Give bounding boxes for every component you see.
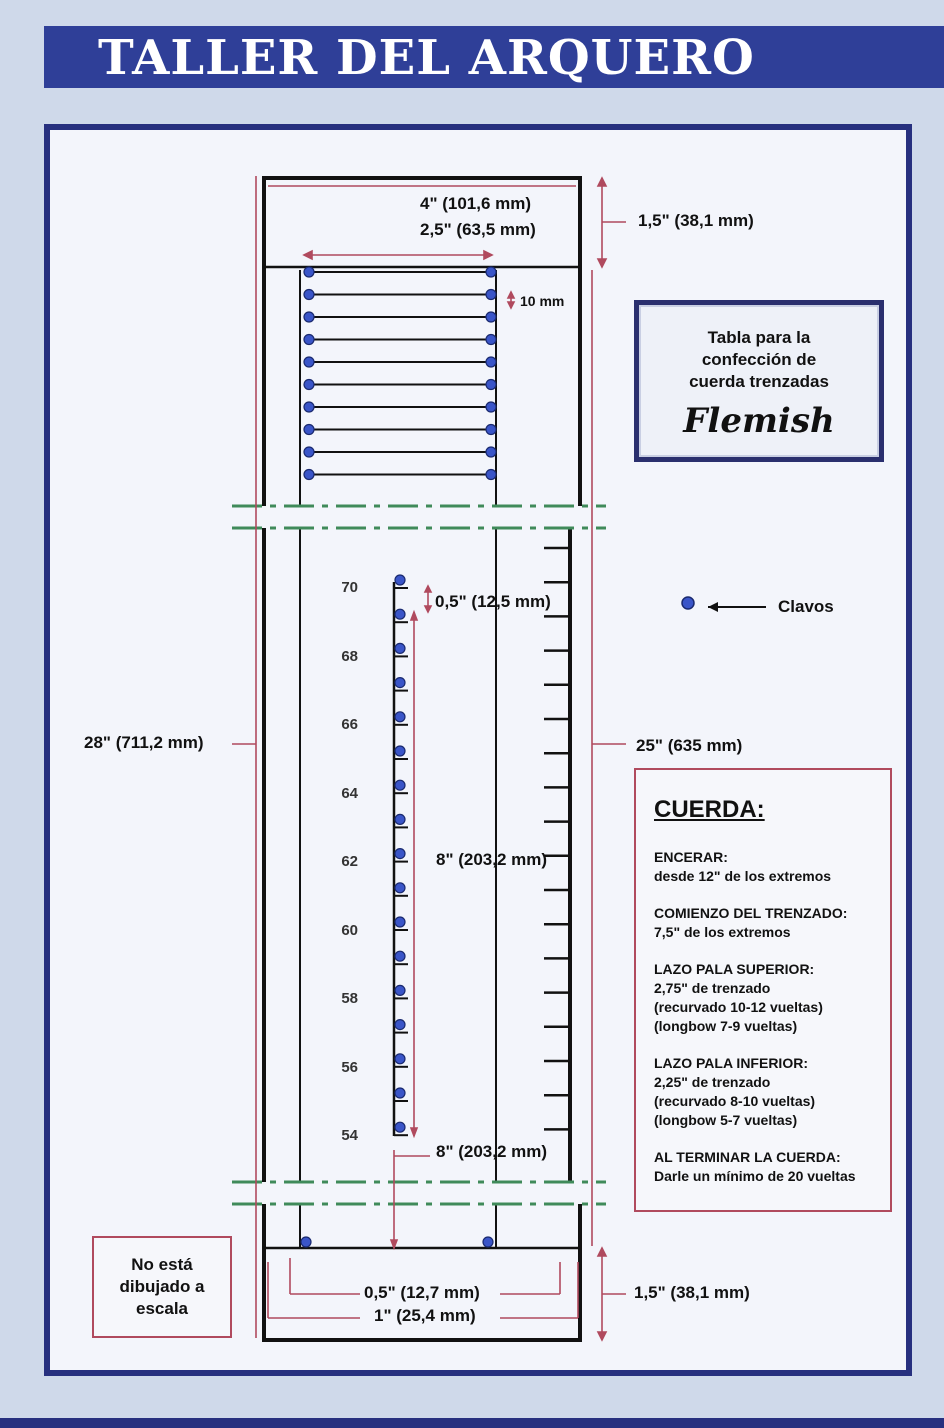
rail-ticks [544,548,570,1129]
note-text [94,1254,230,1320]
eight-inch-label-b: 8" (203,2 mm) [436,1142,548,1161]
scale-number: 58 [341,990,358,1007]
scale-number: 54 [341,1127,358,1144]
ladder-nail [486,312,496,322]
cuerda-line: (recurvado 10-12 vueltas) [654,999,823,1015]
bottom-height-label: 1,5" (38,1 mm) [634,1283,750,1302]
scale-nail [395,643,405,653]
flemish-info-box [634,300,884,462]
scale-number: 62 [341,853,358,870]
cuerda-line: LAZO PALA INFERIOR: [654,1055,808,1071]
ladder-nail [486,335,496,345]
ladder-nail [304,470,314,480]
scale-nail [395,609,405,619]
cuerda-line: 2,75" de trenzado [654,980,771,996]
scale-number: 60 [341,922,358,939]
bottom-half-inch-label: 0,5" (12,7 mm) [364,1283,480,1302]
flemish-box-line: confección de [701,350,817,369]
bottom-right-nail [483,1237,493,1247]
cuerda-section [654,1148,856,1186]
cuerda-section [654,904,847,942]
ladder-nail [304,357,314,367]
flemish-box-text [639,327,879,393]
scale-nail [395,985,405,995]
note-line: escala [136,1299,188,1318]
scale-nail-column [394,575,408,1136]
scale-nail [395,712,405,722]
scale-nail [395,849,405,859]
cuerda-line: ENCERAR: [654,849,728,865]
scale-nail [395,678,405,688]
top-height-label: 1,5" (38,1 mm) [638,211,754,230]
ladder-nail [304,335,314,345]
ladder-nail [486,357,496,367]
legend-nail-icon [682,597,694,609]
eight-inch-label-a: 8" (203,2 mm) [436,850,548,869]
scale-nail [395,814,405,824]
cuerda-section [654,960,823,1036]
total-length-label: 28" (711,2 mm) [84,733,204,752]
ladder-nail [486,470,496,480]
scale-nail [395,1054,405,1064]
half-inch-spacing-label: 0,5" (12,5 mm) [435,592,551,611]
cuerda-line: 2,25" de trenzado [654,1074,771,1090]
nail-legend-label: Clavos [778,597,834,616]
scale-number: 64 [341,785,358,802]
ladder-nail [304,402,314,412]
scale-number: 66 [341,716,358,733]
ladder-nail [486,290,496,300]
scale-number: 70 [341,579,358,596]
top-peg-ladder [304,267,496,480]
ladder-nail [486,402,496,412]
scale-number: 56 [341,1059,358,1076]
top-inner-width-label: 2,5" (63,5 mm) [420,220,536,239]
ladder-nail [304,290,314,300]
flemish-logo: Flemish [683,401,835,441]
scale-nail [395,917,405,927]
cuerda-line: Darle un mínimo de 20 vueltas [654,1168,856,1184]
scale-nail [395,1088,405,1098]
cuerda-line: desde 12" de los extremos [654,868,832,884]
cuerda-line: AL TERMINAR LA CUERDA: [654,1149,841,1165]
flemish-box-line: cuerda trenzadas [689,372,829,391]
ladder-nail [486,380,496,390]
ladder-nail [304,380,314,390]
cuerda-line: (longbow 5-7 vueltas) [654,1112,798,1128]
scale-nail [395,1020,405,1030]
ladder-nail [304,312,314,322]
ladder-nail [486,425,496,435]
ladder-nail [486,267,496,277]
cuerda-title: CUERDA: [654,796,765,823]
scale-number: 68 [341,648,358,665]
cuerda-section [654,848,831,886]
inner-length-label: 25" (635 mm) [636,736,743,755]
cuerda-section [654,1054,815,1130]
bottom-left-nail [301,1237,311,1247]
cuerda-line: COMIENZO DEL TRENZADO: [654,905,848,921]
top-width-label: 4" (101,6 mm) [420,194,532,213]
peg-spacing-label: 10 mm [520,293,565,309]
flemish-box-line: Tabla para la [707,328,811,347]
scale-nail [395,951,405,961]
cuerda-line: LAZO PALA SUPERIOR: [654,961,815,977]
cuerda-line: (longbow 7-9 vueltas) [654,1018,798,1034]
ladder-nail [304,267,314,277]
scale-nail [395,883,405,893]
ladder-nail [304,425,314,435]
bottom-one-inch-label: 1" (25,4 mm) [374,1306,476,1325]
bottom-bar [0,1418,944,1428]
page-title: TALLER DEL ARQUERO [98,30,755,86]
scale-nail [395,575,405,585]
cuerda-instructions-box [634,768,892,1212]
ladder-nail [304,447,314,457]
note-line: No está [131,1255,193,1274]
ladder-nail [486,447,496,457]
cuerda-line: 7,5" de los extremos [654,924,791,940]
scale-nail [395,746,405,756]
cuerda-line: (recurvado 8-10 vueltas) [654,1093,816,1109]
not-to-scale-note [92,1236,232,1338]
note-line: dibujado a [119,1277,205,1296]
scale-nail [395,780,405,790]
scale-nail [395,1122,405,1132]
